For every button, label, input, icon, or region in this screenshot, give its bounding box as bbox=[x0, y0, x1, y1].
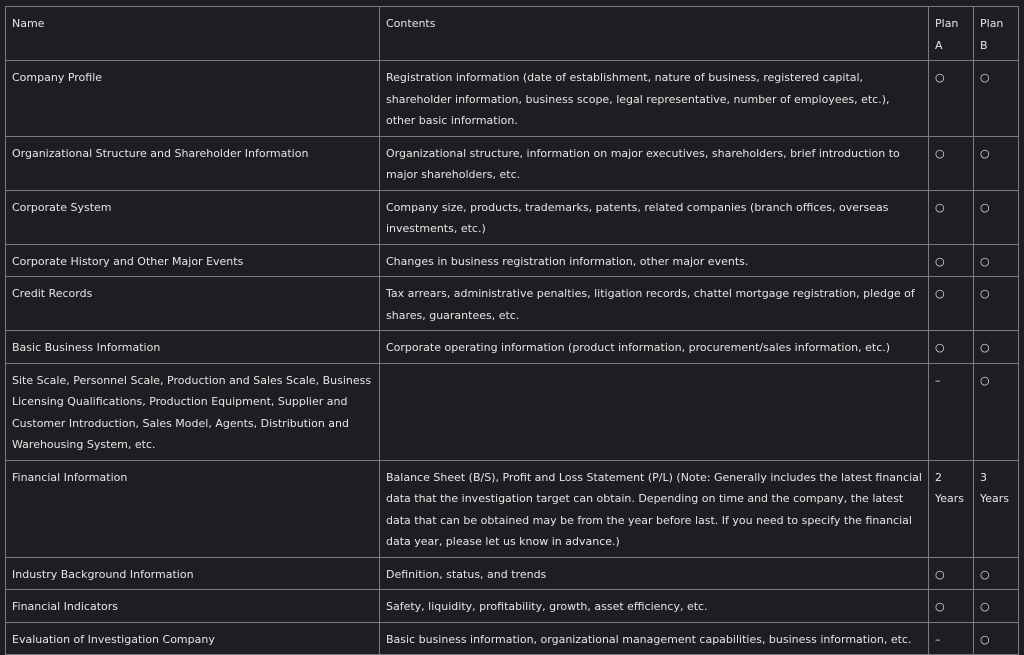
row-contents: Tax arrears, administrative penalties, litigation records, chattel mortgage registration, pledge of shares, guarantees, etc. bbox=[380, 277, 929, 331]
row-plan-b: ○ bbox=[974, 622, 1019, 655]
header-plan-b: Plan B bbox=[974, 7, 1019, 61]
table-body bbox=[6, 61, 1019, 655]
table-row bbox=[6, 363, 1019, 460]
table-row bbox=[6, 244, 1019, 277]
row-plan-b: ○ bbox=[974, 190, 1019, 244]
row-plan-a: ○ bbox=[929, 136, 974, 190]
row-plan-b: ○ bbox=[974, 590, 1019, 623]
header-contents: Contents bbox=[380, 7, 929, 61]
row-plan-b: 3 Years bbox=[974, 460, 1019, 557]
plan-comparison-table bbox=[5, 6, 1019, 655]
table-row bbox=[6, 590, 1019, 623]
row-plan-a: ○ bbox=[929, 244, 974, 277]
table-row bbox=[6, 61, 1019, 137]
header-name: Name bbox=[6, 7, 380, 61]
row-plan-a: ○ bbox=[929, 61, 974, 137]
row-plan-b: ○ bbox=[974, 557, 1019, 590]
row-plan-a: ○ bbox=[929, 331, 974, 364]
table-row bbox=[6, 557, 1019, 590]
row-contents: Organizational structure, information on major executives, shareholders, brief introduction to major shareholders, etc. bbox=[380, 136, 929, 190]
row-name: Corporate System bbox=[6, 190, 380, 244]
row-name: Corporate History and Other Major Events bbox=[6, 244, 380, 277]
row-plan-b: ○ bbox=[974, 244, 1019, 277]
table-header bbox=[6, 7, 1019, 61]
row-plan-a: – bbox=[929, 622, 974, 655]
header-plan-a: Plan A bbox=[929, 7, 974, 61]
row-plan-b: ○ bbox=[974, 331, 1019, 364]
row-contents: Company size, products, trademarks, patents, related companies (branch offices, overseas investments, etc.) bbox=[380, 190, 929, 244]
table-row bbox=[6, 136, 1019, 190]
row-contents: Basic business information, organizational management capabilities, business information, etc. bbox=[380, 622, 929, 655]
row-plan-b: ○ bbox=[974, 277, 1019, 331]
row-plan-a: 2 Years bbox=[929, 460, 974, 557]
row-name: Evaluation of Investigation Company bbox=[6, 622, 380, 655]
row-name: Site Scale, Personnel Scale, Production and Sales Scale, Business Licensing Qualifications, Production Equipment, Supplier and Customer Introduction, Sales Model, Agents, Distribution and Warehousing System, etc. bbox=[6, 363, 380, 460]
row-plan-b: ○ bbox=[974, 61, 1019, 137]
row-plan-a: ○ bbox=[929, 557, 974, 590]
table-row bbox=[6, 460, 1019, 557]
row-contents: Corporate operating information (product information, procurement/sales information, etc.) bbox=[380, 331, 929, 364]
row-contents: Safety, liquidity, profitability, growth, asset efficiency, etc. bbox=[380, 590, 929, 623]
row-plan-a: ○ bbox=[929, 277, 974, 331]
row-contents: Balance Sheet (B/S), Profit and Loss Statement (P/L) (Note: Generally includes the latest financial data that the investigation target can obtain. Depending on time and the company, the latest data that can be obtained may be from the year before last. If you need to specify the financial data year, please let us know in advance.) bbox=[380, 460, 929, 557]
row-contents bbox=[380, 363, 929, 460]
row-plan-b: ○ bbox=[974, 363, 1019, 460]
row-name: Basic Business Information bbox=[6, 331, 380, 364]
row-name: Financial Information bbox=[6, 460, 380, 557]
row-name: Industry Background Information bbox=[6, 557, 380, 590]
table-row bbox=[6, 622, 1019, 655]
row-name: Credit Records bbox=[6, 277, 380, 331]
row-name: Organizational Structure and Shareholder Information bbox=[6, 136, 380, 190]
row-name: Financial Indicators bbox=[6, 590, 380, 623]
row-plan-a: – bbox=[929, 363, 974, 460]
row-plan-b: ○ bbox=[974, 136, 1019, 190]
row-name: Company Profile bbox=[6, 61, 380, 137]
table-row bbox=[6, 190, 1019, 244]
row-plan-a: ○ bbox=[929, 590, 974, 623]
row-contents: Changes in business registration information, other major events. bbox=[380, 244, 929, 277]
row-contents: Registration information (date of establishment, nature of business, registered capital, shareholder information, business scope, legal representative, number of employees, etc.), other basic information. bbox=[380, 61, 929, 137]
row-contents: Definition, status, and trends bbox=[380, 557, 929, 590]
row-plan-a: ○ bbox=[929, 190, 974, 244]
table-row bbox=[6, 277, 1019, 331]
table-row bbox=[6, 331, 1019, 364]
header-row bbox=[6, 7, 1019, 61]
